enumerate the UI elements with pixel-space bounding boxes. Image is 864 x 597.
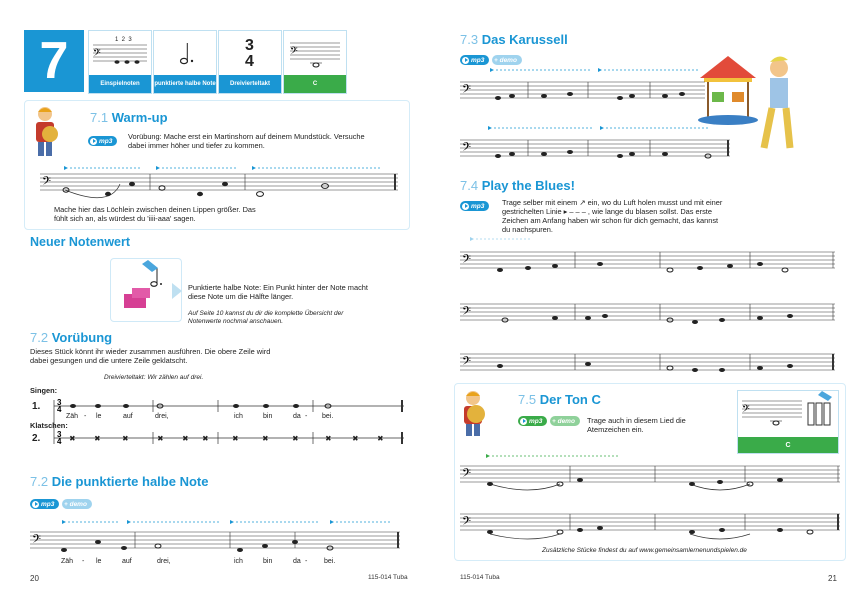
lyric-vor-9: - xyxy=(305,413,308,420)
card-label-dreivierteltakt: Dreivierteltakt xyxy=(219,75,281,93)
svg-text:×: × xyxy=(326,434,331,443)
karussell-num: 7.3 xyxy=(460,32,479,47)
mp3-label: mp3 xyxy=(471,202,485,210)
svg-text:×: × xyxy=(293,434,298,443)
demo-label: + demo xyxy=(494,56,517,64)
ton-c-title xyxy=(518,392,601,407)
voruebung-hint: Dreivierteltakt: Wir zählen auf drei. xyxy=(104,374,204,381)
play-icon xyxy=(462,57,469,64)
boy-with-tuba-icon xyxy=(30,104,60,159)
punktierte-num: 7.2 xyxy=(30,474,49,489)
mp3-label: mp3 xyxy=(41,500,55,508)
neuer-notenwert-title: Neuer Notenwert xyxy=(30,235,131,249)
ton-c-card-label: C xyxy=(738,437,838,453)
mp3-label: mp3 xyxy=(471,56,485,64)
blues-text: Trage selber mit einem ↗ ein, wo du Luft holen musst und mit einer gestrichelten Linie ▸ – – – , wie lange du blasen sollst. Das erste Zeichen am Anfang haben wir schon für dich gemacht, das kannst du nachspuren. xyxy=(502,198,723,234)
svg-text:×: × xyxy=(233,434,238,443)
page-number-right: 21 xyxy=(828,574,837,583)
lyric-vor-2: - xyxy=(84,413,87,420)
lyric-pkt-10: bei. xyxy=(324,558,336,565)
svg-text:𝄢: 𝄢 xyxy=(742,403,750,417)
finger-numbers: 1 2 3 xyxy=(115,37,132,43)
row1-label: 1. xyxy=(32,401,41,412)
svg-text:4: 4 xyxy=(57,405,62,414)
warmup-text: Vorübung: Mache erst ein Martinshorn auf deinem Mundstück. Versuche dabei immer höher und tiefer zu kommen. xyxy=(128,132,365,150)
card-einspielnoten xyxy=(88,30,152,94)
play-icon xyxy=(462,203,469,210)
card-label-c: C xyxy=(284,75,346,93)
svg-text:×: × xyxy=(95,434,100,443)
svg-text:𝄢: 𝄢 xyxy=(462,253,472,269)
warmup-title xyxy=(90,110,168,125)
demo-label: + demo xyxy=(64,500,87,508)
svg-text:×: × xyxy=(203,434,208,443)
svg-text:𝄢: 𝄢 xyxy=(32,533,42,549)
ton-c-card xyxy=(737,390,839,454)
svg-text:𝄢: 𝄢 xyxy=(462,467,472,483)
lyric-pkt-1: Zäh xyxy=(61,558,74,565)
time-sig-top: 3 xyxy=(245,37,254,54)
mp3-label: mp3 xyxy=(99,137,113,145)
punktierte-mp3-badge[interactable] xyxy=(30,499,59,509)
footer-left: 115-014 Tuba xyxy=(368,574,408,581)
voruebung-text: Dieses Stück könnt ihr wieder zusammen ausführen. Die obere Zeile wird dabei gesungen und die untere Zeile geklatscht. xyxy=(30,347,271,365)
lyric-vor-5: drei, xyxy=(155,413,169,420)
boy-with-tuba-icon xyxy=(458,388,488,438)
blues-num: 7.4 xyxy=(460,178,479,193)
ton-c-num: 7.5 xyxy=(518,392,537,407)
voruebung-title xyxy=(30,330,112,345)
karussell-mp3-badge[interactable] xyxy=(460,55,489,65)
warmup-mp3-badge[interactable] xyxy=(88,136,117,146)
punktierte-title xyxy=(30,474,208,489)
warmup-note: Mache hier das Löchlein zwischen deinen Lippen größer. Das fühlt sich an, als würdest du 'iiii-aaa' sagen. xyxy=(54,205,256,223)
ton-c-staff-2 xyxy=(460,504,845,544)
svg-text:×: × xyxy=(70,434,75,443)
notenwert-hint: Auf Seite 10 kannst du dir die komplette Übersicht der Notenwerte nochmal anschauen. xyxy=(188,310,344,325)
svg-text:×: × xyxy=(263,434,268,443)
arrow-right-icon xyxy=(172,283,184,299)
svg-text:𝄢: 𝄢 xyxy=(462,141,472,157)
svg-text:4: 4 xyxy=(57,437,62,446)
ton-c-demo-badge[interactable] xyxy=(550,416,580,426)
card-ton-c xyxy=(283,30,347,94)
karussell-title-text: Das Karussell xyxy=(481,32,568,47)
svg-text:𝄢: 𝄢 xyxy=(462,305,472,321)
lyric-vor-3: le xyxy=(96,413,102,420)
lyric-pkt-3: le xyxy=(96,558,102,565)
warmup-title-text: Warm-up xyxy=(111,110,168,125)
svg-text:𝄢: 𝄢 xyxy=(290,45,298,59)
warmup-staff xyxy=(40,160,400,200)
chapter-number: 7 xyxy=(24,30,84,92)
demo-label: + demo xyxy=(552,417,575,425)
blues-staff-2 xyxy=(460,296,840,328)
svg-text:×: × xyxy=(378,434,383,443)
ton-c-card-staff xyxy=(738,391,838,435)
punktierte-staff xyxy=(30,512,400,562)
blues-staff-1 xyxy=(460,234,840,274)
singen-label: Singen: xyxy=(30,386,58,395)
punktierte-demo-badge[interactable] xyxy=(62,499,92,509)
lyric-pkt-7: bin xyxy=(263,558,273,565)
play-icon xyxy=(520,418,527,425)
lyric-pkt-6: ich xyxy=(234,558,243,565)
blues-mp3-badge[interactable] xyxy=(460,201,489,211)
play-icon xyxy=(90,138,97,145)
row2-label: 2. xyxy=(32,433,41,444)
svg-text:3: 3 xyxy=(57,398,62,407)
klatschen-label: Klatschen: xyxy=(30,421,68,430)
blues-title-text: Play the Blues! xyxy=(481,178,575,193)
svg-text:×: × xyxy=(123,434,128,443)
play-icon xyxy=(32,501,39,508)
karussell-title xyxy=(460,32,568,47)
notenwert-text: Punktierte halbe Note: Ein Punkt hinter der Note macht diese Note um die Hälfte länger. xyxy=(188,283,368,301)
voruebung-rhythm-staff xyxy=(48,392,408,452)
right-page xyxy=(432,0,864,597)
lyric-pkt-5: drei, xyxy=(157,558,171,565)
karussell-staff-1 xyxy=(460,68,830,100)
ton-c-staff-1 xyxy=(460,448,845,488)
ton-c-mp3-badge[interactable] xyxy=(518,416,547,426)
footer-right: 115-014 Tuba xyxy=(460,574,500,581)
punktierte-title-text: Die punktierte halbe Note xyxy=(51,474,209,489)
mp3-label: mp3 xyxy=(529,417,543,425)
svg-text:×: × xyxy=(158,434,163,443)
time-sig-bottom: 4 xyxy=(245,53,254,70)
svg-text:𝄢: 𝄢 xyxy=(42,175,52,191)
ton-c-title-text: Der Ton C xyxy=(539,392,601,407)
card-punktierte xyxy=(153,30,217,94)
ton-c-footer-note: Zusätzliche Stücke findest du auf www.gemeinsamlernenundspielen.de xyxy=(542,547,747,554)
svg-text:𝄢: 𝄢 xyxy=(462,355,472,371)
card-label-punktierte: punktierte halbe Note xyxy=(154,75,216,93)
lyric-vor-4: auf xyxy=(123,413,133,420)
svg-text:3: 3 xyxy=(57,430,62,439)
lyric-pkt-9: - xyxy=(305,558,308,565)
blues-staff-3 xyxy=(460,346,840,378)
lyric-vor-6: ich xyxy=(234,413,243,420)
svg-text:𝄢: 𝄢 xyxy=(93,47,101,61)
lyric-pkt-8: da xyxy=(293,558,301,565)
lyric-vor-10: bei. xyxy=(322,413,334,420)
karussell-staff-2 xyxy=(460,126,830,158)
voruebung-num: 7.2 xyxy=(30,330,49,345)
svg-text:×: × xyxy=(353,434,358,443)
voruebung-title-text: Vorübung xyxy=(51,330,113,345)
lyric-pkt-2: - xyxy=(82,558,85,565)
svg-text:𝄢: 𝄢 xyxy=(462,515,472,531)
card-dreivierteltakt xyxy=(218,30,282,94)
karussell-demo-badge[interactable] xyxy=(492,55,522,65)
ton-c-staff xyxy=(284,31,346,75)
card-label-einspielnoten: Einspielnoten xyxy=(89,75,151,93)
lyric-pkt-4: auf xyxy=(122,558,132,565)
lyric-vor-8: da xyxy=(293,413,301,420)
dotted-half-note-icon xyxy=(154,31,216,75)
svg-text:×: × xyxy=(183,434,188,443)
warmup-num: 7.1 xyxy=(90,110,109,125)
lyric-vor-7: bin xyxy=(263,413,273,420)
page-number-left: 20 xyxy=(30,574,39,583)
blues-title xyxy=(460,178,575,193)
lyric-vor-1: Zäh xyxy=(66,413,79,420)
svg-text:𝄢: 𝄢 xyxy=(462,83,472,99)
ton-c-text: Trage auch in diesem Lied die Atemzeichen ein. xyxy=(587,416,686,434)
